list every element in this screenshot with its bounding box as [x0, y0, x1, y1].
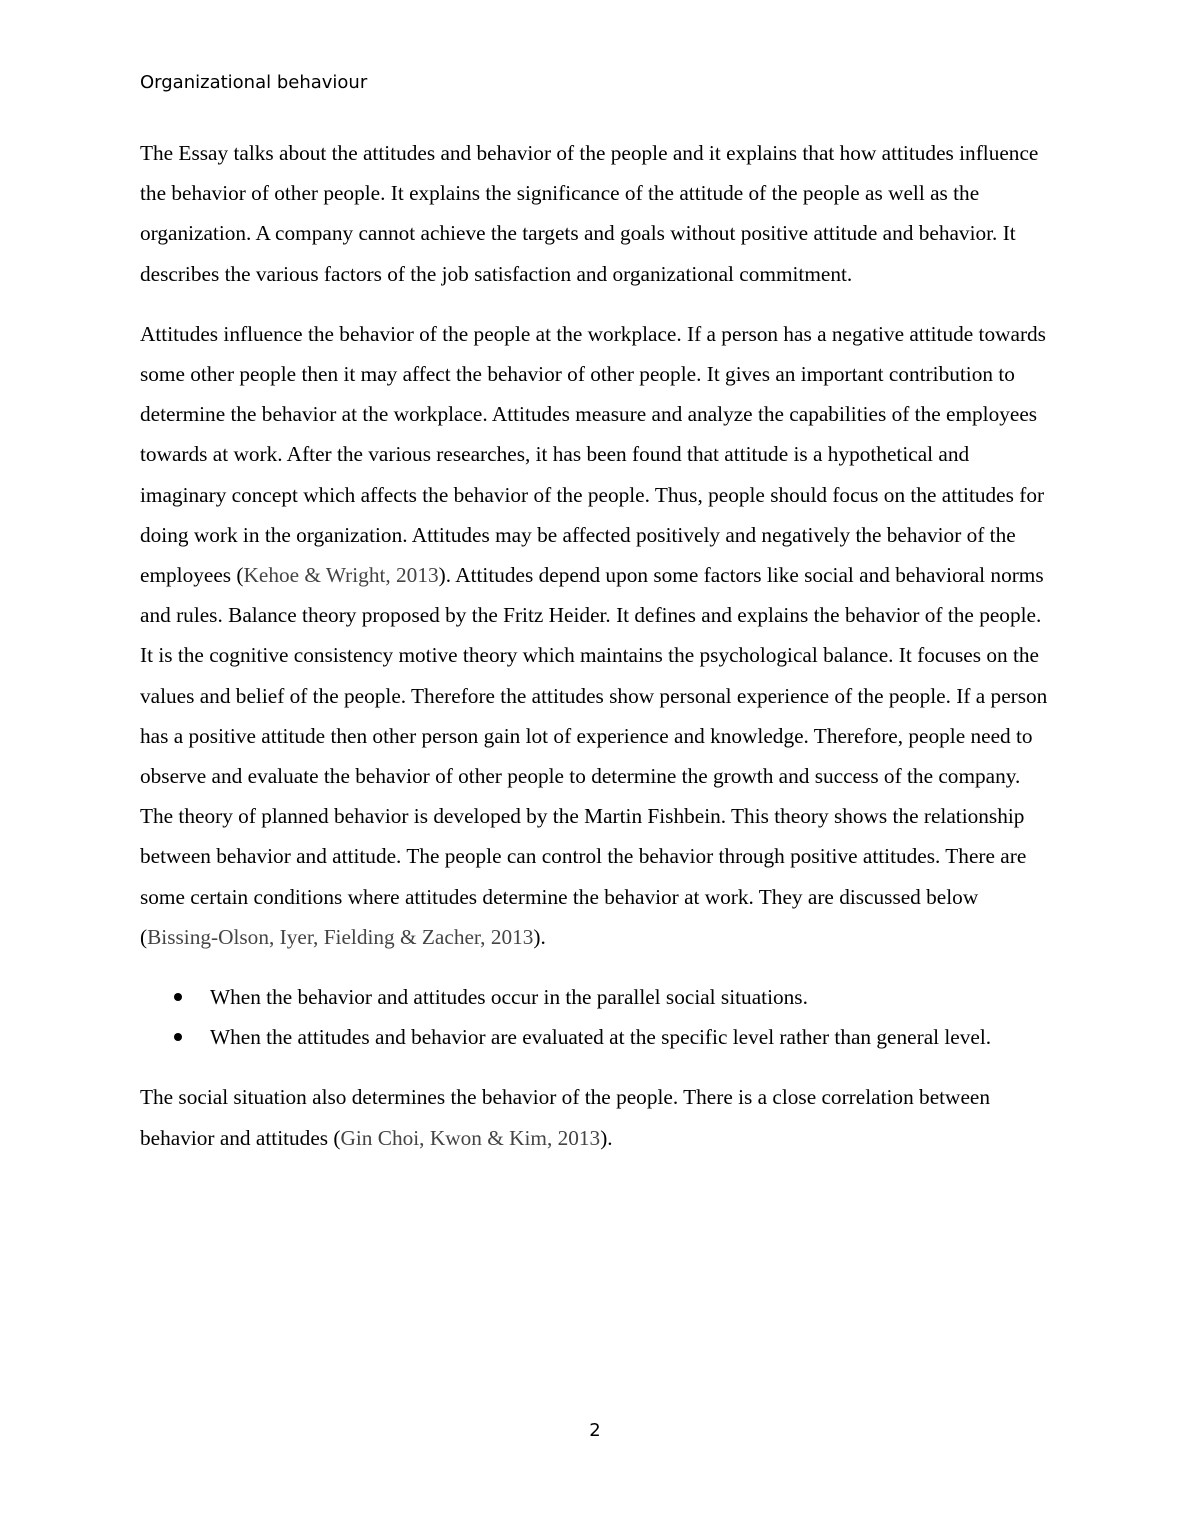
- bullet-dot-icon: [174, 993, 182, 1001]
- paragraph-text: Attitudes influence the behavior of the people at the workplace. If a person has a negative attitude towards some other people then it may affect the behavior of other people. It gives an important contribution to determine the behavior at the workplace. Attitudes measure and analyze the capabilities of the employees towards at work. After the various researches, it has been found that attitude is a hypothetical and imaginary concept which affects the behavior of the people. Thus, people should focus on the attitudes for doing work in the organization. Attitudes may be affected positively and negatively the behavior of the employees (: [140, 321, 1046, 588]
- running-header: Organizational behaviour: [140, 72, 368, 93]
- paragraph-text: The social situation also determines the behavior of the people. There is a close correlation between behavior and attitudes (: [140, 1085, 990, 1150]
- bullet-dot-icon: [174, 1033, 182, 1041]
- list-item: [140, 977, 1052, 1017]
- list-item: [140, 1017, 1052, 1057]
- paragraph-text: ).: [533, 924, 546, 949]
- paragraph-attitudes: [140, 314, 1052, 957]
- paragraph-social-situation: [140, 1077, 1052, 1157]
- citation-gin-choi: Gin Choi, Kwon & Kim, 2013: [340, 1125, 601, 1150]
- document-body: [140, 133, 1052, 1178]
- list-item-text: When the behavior and attitudes occur in the parallel social situations.: [210, 985, 808, 1010]
- paragraph-text: ).: [600, 1125, 613, 1150]
- paragraph-text: ). Attitudes depend upon some factors like social and behavioral norms and rules. Balance theory proposed by the Fritz Heider. It defines and explains the behavior of the people. It is the cognitive consistency motive theory which maintains the psychological balance. It focuses on the values and belief of the people. Therefore the attitudes show personal experience of the people. If a person has a positive attitude then other person gain lot of experience and knowledge. Therefore, people need to observe and evaluate the behavior of other people to determine the growth and success of the company. The theory of planned behavior is developed by the Martin Fishbein. This theory shows the relationship between behavior and attitude. The people can control the behavior through positive attitudes. There are some certain conditions where attitudes determine the behavior at work. They are discussed below (: [140, 563, 1048, 949]
- conditions-list: [140, 977, 1052, 1057]
- list-item-text: When the attitudes and behavior are evaluated at the specific level rather than general level.: [210, 1025, 992, 1050]
- citation-kehoe-wright: Kehoe & Wright, 2013: [243, 563, 439, 588]
- paragraph-intro: The Essay talks about the attitudes and behavior of the people and it explains that how attitudes influence the behavior of other people. It explains the significance of the attitude of the people as well as the organization. A company cannot achieve the targets and goals without positive attitude and behavior. It describes the various factors of the job satisfaction and organizational commitment.: [140, 141, 1039, 286]
- citation-bissing-olson: Bissing-Olson, Iyer, Fielding & Zacher, 2013: [147, 924, 534, 949]
- page-number: 2: [589, 1420, 601, 1441]
